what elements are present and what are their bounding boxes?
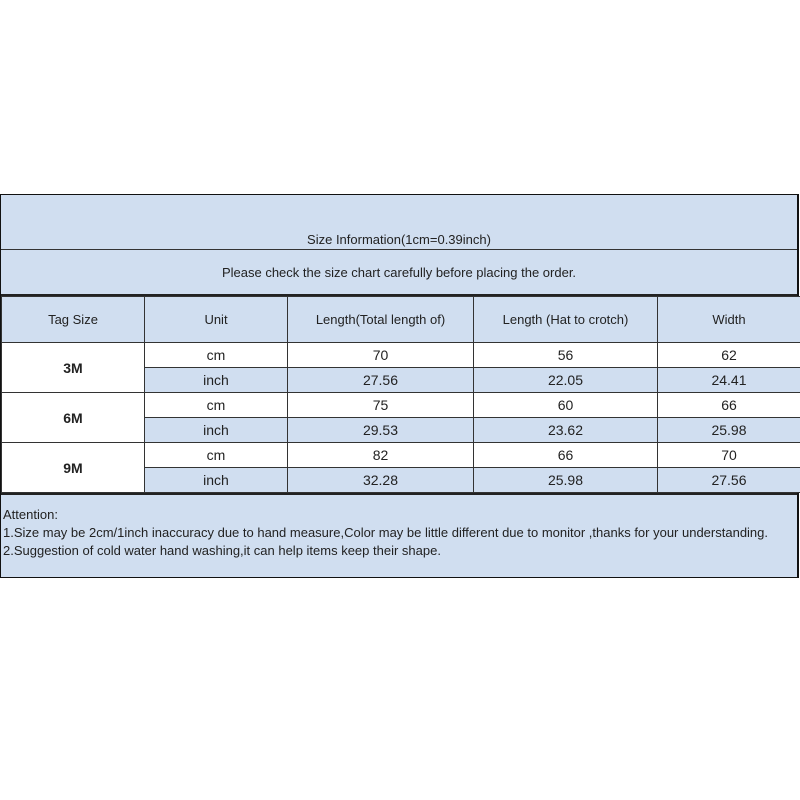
- table-header-row: [2, 297, 800, 343]
- table-cell: 70: [658, 443, 800, 468]
- header-unit: Unit: [145, 297, 288, 343]
- table-cell: 75: [288, 393, 474, 418]
- unit-cell: cm: [145, 393, 288, 418]
- header-tag-size: Tag Size: [2, 297, 145, 343]
- unit-cell: inch: [145, 368, 288, 393]
- table-cell: 25.98: [658, 418, 800, 443]
- tag-size-6m: 6M: [2, 393, 145, 443]
- chart-title: Size Information(1cm=0.39inch): [1, 195, 797, 250]
- header-width: Width: [658, 297, 800, 343]
- table-row: [2, 393, 800, 418]
- table-cell: 23.62: [474, 418, 658, 443]
- header-hat-to-crotch: Length (Hat to crotch): [474, 297, 658, 343]
- attention-notes: [1, 493, 797, 577]
- header-total-length: Length(Total length of): [288, 297, 474, 343]
- table-cell: 60: [474, 393, 658, 418]
- table-cell: 25.98: [474, 468, 658, 493]
- table-cell: 29.53: [288, 418, 474, 443]
- table-cell: 27.56: [288, 368, 474, 393]
- table-row: [2, 443, 800, 468]
- table-cell: 70: [288, 343, 474, 368]
- table-cell: 62: [658, 343, 800, 368]
- size-table: [1, 296, 800, 493]
- notes-heading: Attention:: [3, 507, 58, 522]
- table-cell: 66: [658, 393, 800, 418]
- unit-cell: inch: [145, 418, 288, 443]
- notes-line-2: 2.Suggestion of cold water hand washing,it can help items keep their shape.: [3, 543, 441, 558]
- table-cell: 56: [474, 343, 658, 368]
- size-chart: [0, 194, 799, 578]
- table-cell: 27.56: [658, 468, 800, 493]
- table-cell: 32.28: [288, 468, 474, 493]
- notes-line-1: 1.Size may be 2cm/1inch inaccuracy due to hand measure,Color may be little different due to monitor ,thanks for your understanding.: [3, 525, 769, 540]
- table-cell: 24.41: [658, 368, 800, 393]
- chart-subtitle: Please check the size chart carefully before placing the order.: [1, 250, 797, 296]
- table-cell: 66: [474, 443, 658, 468]
- tag-size-9m: 9M: [2, 443, 145, 493]
- table-cell: 22.05: [474, 368, 658, 393]
- tag-size-3m: 3M: [2, 343, 145, 393]
- unit-cell: cm: [145, 343, 288, 368]
- unit-cell: inch: [145, 468, 288, 493]
- unit-cell: cm: [145, 443, 288, 468]
- table-cell: 82: [288, 443, 474, 468]
- table-row: [2, 343, 800, 368]
